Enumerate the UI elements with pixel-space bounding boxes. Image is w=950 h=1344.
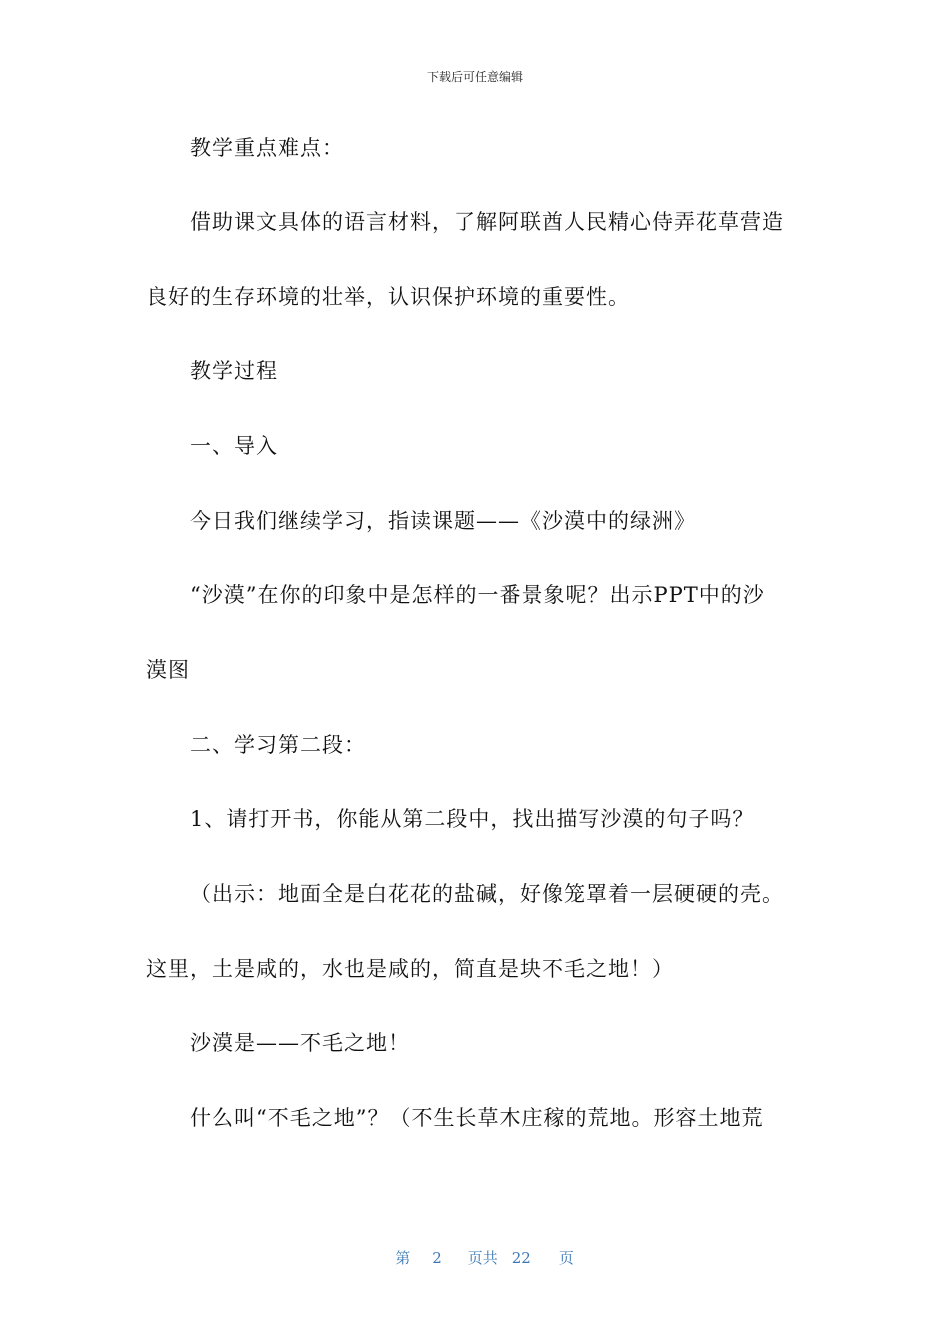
paragraph-line: 漠图	[146, 658, 190, 682]
section-heading: 教学过程	[190, 359, 278, 383]
footer-mid: 页共	[467, 1249, 498, 1267]
footer-suffix: 页	[558, 1249, 574, 1267]
paragraph-line: “沙漠”在你的印象中是怎样的一番景象呢？出示PPT中的沙	[190, 583, 765, 607]
paragraph-line: 借助课文具体的语言材料，了解阿联酋人民精心侍弄花草营造	[190, 210, 784, 234]
paragraph-line: 什么叫“不毛之地”？（不生长草木庄稼的荒地。形容土地荒	[190, 1106, 764, 1130]
paragraph-line: 良好的生存环境的壮举，认识保护环境的重要性。	[146, 285, 630, 309]
paragraph-line: 这里，土是咸的，水也是咸的，简直是块不毛之地！）	[146, 957, 674, 981]
footer-prefix: 第	[395, 1249, 411, 1267]
paragraph-line: 教学重点难点：	[190, 136, 344, 160]
paragraph-line: 1、请打开书，你能从第二段中，找出描写沙漠的句子吗？	[190, 807, 755, 831]
footer-page-total: 22	[511, 1249, 531, 1267]
section-heading: 二、学习第二段：	[190, 733, 366, 757]
paragraph-line: 沙漠是——不毛之地！	[190, 1031, 410, 1055]
section-heading: 一、导入	[190, 434, 278, 458]
page-footer	[0, 1229, 950, 1286]
footer-page-number: 2	[432, 1249, 442, 1267]
header-note: 下载后可任意编辑	[426, 70, 523, 84]
paragraph-line: （出示：地面全是白花花的盐碱，好像笼罩着一层硬硬的壳。	[190, 882, 784, 906]
paragraph-line: 今日我们继续学习，指读课题——《沙漠中的绿洲》	[190, 509, 696, 533]
